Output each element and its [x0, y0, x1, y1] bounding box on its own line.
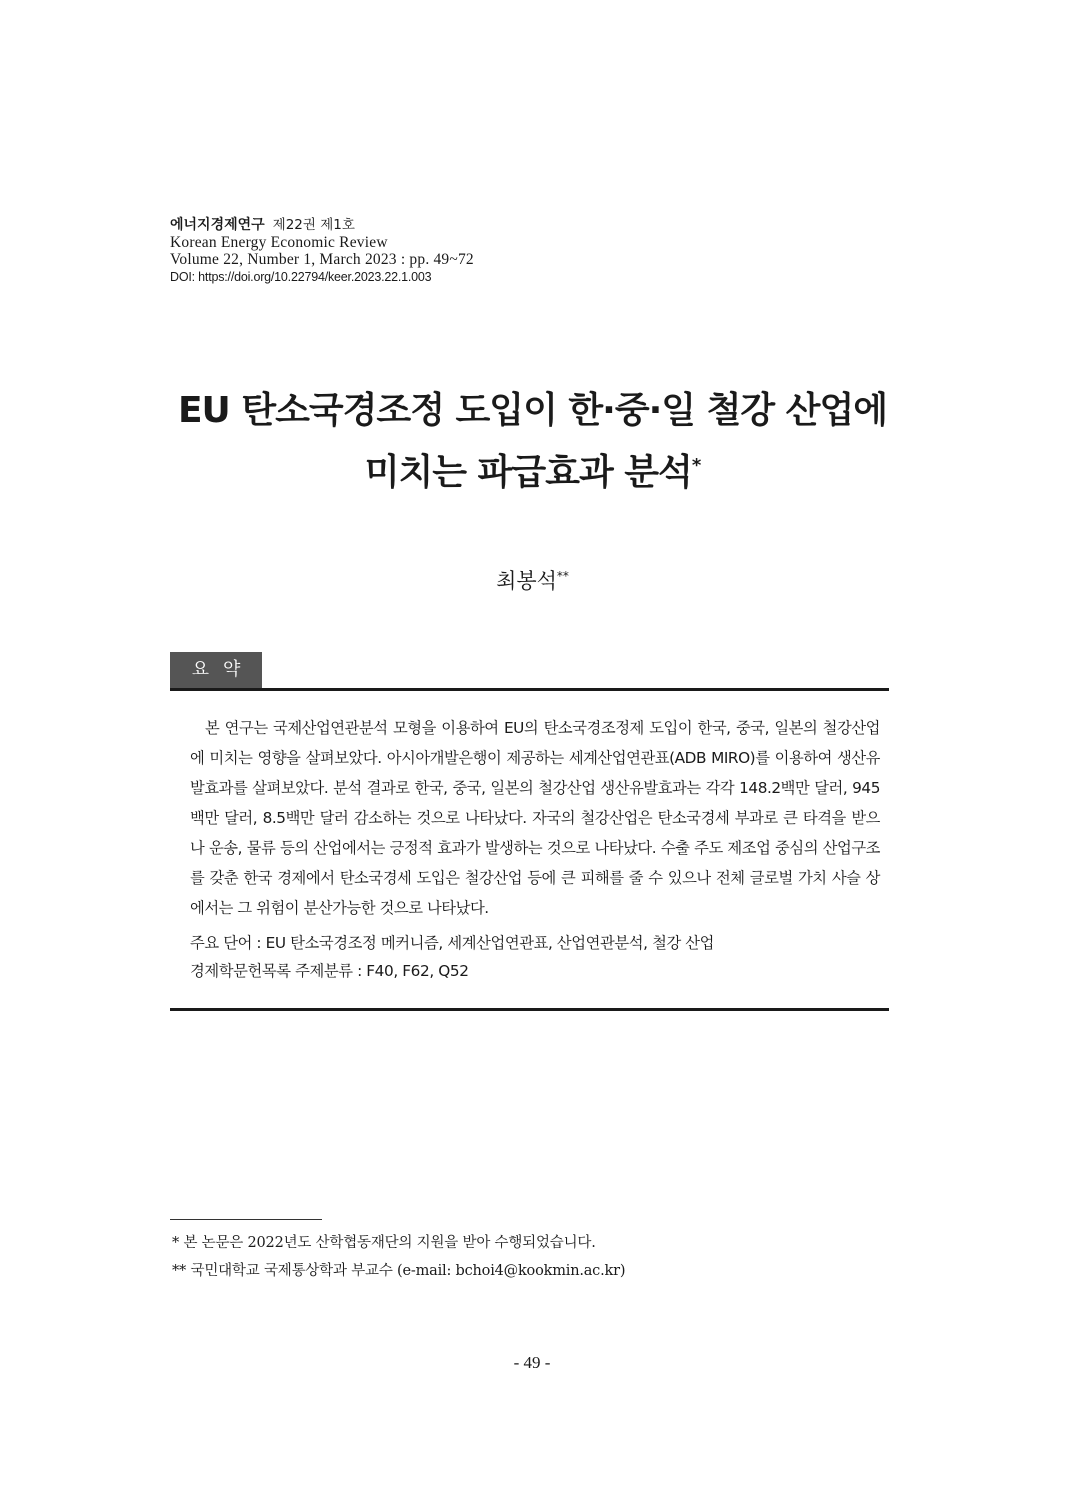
journal-volume-korean: 제22권 제1호: [272, 217, 355, 233]
journal-name-korean: 에너지경제연구: [170, 217, 265, 233]
paper-title-line-2-text: 미치는 파급효과 분석: [364, 452, 692, 493]
page-number: - 49 -: [513, 1353, 551, 1372]
abstract-body: 본 연구는 국제산업연관분석 모형을 이용하여 EU의 탄소국경조정제 도입이 한국, 중국, 일본의 철강산업에 미치는 영향을 살펴보았다. 아시아개발은행이 제공하는 세계산업연관표(ADB MIRO)를 이용하여 생산유발효과를 살펴보았다. 분석 결과로 한국, 중국, 일본의 철강산업 생산유발효과는 각각 148.2백만 달러, 945백만 달러, 8.5백만 달러 감소하는 것으로 나타났다. 자국의 철강산업은 탄소국경세 부과로 큰 타격을 받으나 운송, 물류 등의 산업에서는 긍정적 효과가 발생하는 것으로 나타났다. 수출 주도 제조업 중심의 산업구조를 갖춘 한국 경제에서 탄소국경세 도입은 철강산업 등에 큰 피해를 줄 수 있으나 전체 글로벌 가치 사슬 상에서는 그 위험이 분산가능한 것으로 나타났다.: [190, 719, 880, 917]
doi-link[interactable]: DOI: https://doi.org/10.22794/keer.2023.22.1.003: [170, 270, 432, 284]
journal-header: [170, 216, 770, 286]
footnote-author-affiliation: ** 국민대학교 국제통상학과 부교수 (e-mail: bchoi4@kookmin.ac.kr): [172, 1263, 626, 1279]
journal-name-english: Korean Energy Economic Review: [170, 234, 388, 251]
journal-volume-english: Volume 22, Number 1, March 2023 : pp. 49~72: [170, 251, 474, 268]
paper-title-line-2: [120, 442, 945, 504]
author-footnote-marker: **: [556, 569, 569, 583]
abstract-top-rule: [170, 688, 889, 691]
footnote-funding: * 본 논문은 2022년도 산학협동재단의 지원을 받아 수행되었습니다.: [172, 1235, 596, 1251]
author: [120, 566, 945, 596]
keywords: 주요 단어 : EU 탄소국경조정 메커니즘, 세계산업연관표, 산업연관분석, 철강 산업: [190, 934, 715, 952]
paper-title: [120, 380, 945, 504]
author-name: 최봉석: [496, 569, 557, 593]
abstract-label: 요약: [170, 652, 262, 688]
journal-title-line: [170, 216, 770, 234]
jel-classification: 경제학문헌목록 주제분류 : F40, F62, Q52: [190, 962, 469, 980]
footnote-separator: [170, 1219, 322, 1220]
abstract-metadata: [190, 929, 880, 985]
title-footnote-marker: *: [691, 455, 701, 476]
abstract-bottom-rule: [170, 1008, 889, 1011]
paper-title-line-1: EU 탄소국경조정 도입이 한·중·일 철강 산업에: [177, 390, 888, 431]
